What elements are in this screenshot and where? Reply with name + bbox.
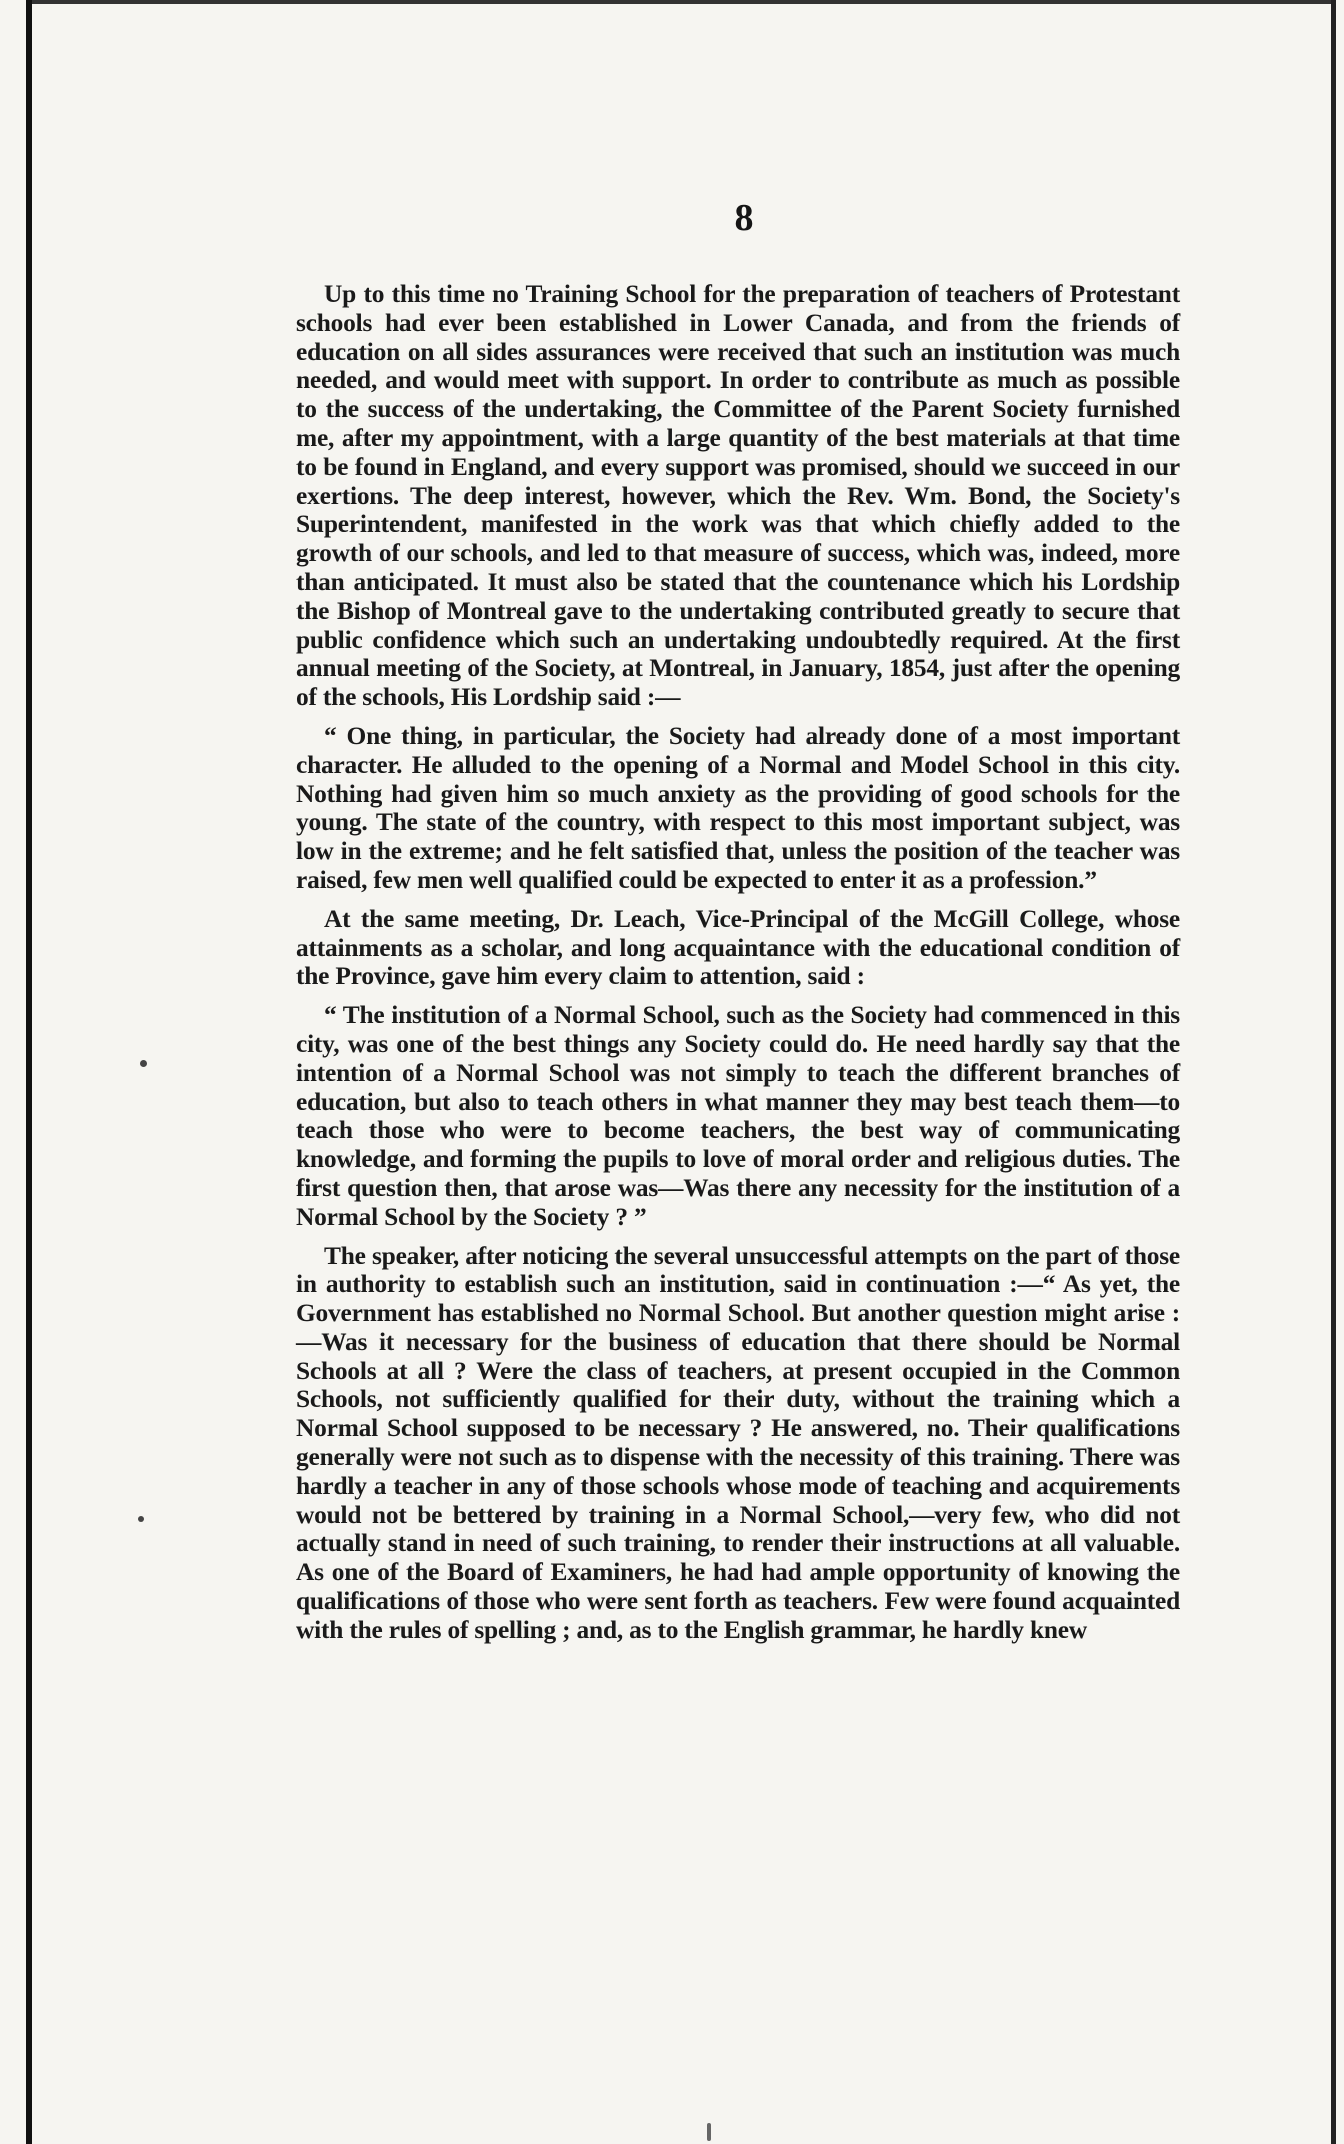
dust-speck xyxy=(140,1060,147,1067)
quotation-paragraph: “ The institution of a Normal School, such as the Society had commenced in this city, was one of the best things any Society could do. He need hardly say that the intention of a Normal School was not simply to teach the different branches of education, but also to teach others in what manner they may best teach them—to teach those who were to become teachers, the best way of communicating knowledge, and forming the pupils to love of moral order and religious duties. The first question then, that arose was—Was there any necessity for the institution of a Normal School by the Society ? ” xyxy=(296,1001,1180,1231)
page-number: 8 xyxy=(734,197,754,239)
page-edge-top xyxy=(26,0,1336,4)
dust-speck xyxy=(707,2123,711,2141)
dust-speck xyxy=(138,1516,144,1522)
quotation-paragraph: “ One thing, in particular, the Society had already done of a most important character. He alluded to the opening of a Normal and Model School in this city. Nothing had given him so much anxiety as the providing of good schools for the young. The state of the country, with respect to this most important subject, was low in the extreme; and he felt satisfied that, unless the position of the teacher was raised, few men well qualified could be expected to enter it as a profession.” xyxy=(296,721,1180,894)
paragraph: At the same meeting, Dr. Leach, Vice-Principal of the McGill College, whose attainments as a scholar, and long acquaintance with the educational condition of the Province, gave him every claim to attention, said : xyxy=(296,904,1180,991)
page-edge-right xyxy=(1331,0,1336,2144)
paragraph: The speaker, after noticing the several unsuccessful attempts on the part of those in authority to establish such an institution, said in continuation :—“ As yet, the Government has established no Normal School. But another question might arise :—Was it necessary for the business of education that there should be Normal Schools at all ? Were the class of teachers, at present occupied in the Common Schools, not sufficiently qualified for their duty, without the training which a Normal School supposed to be necessary ? He answered, no. Their qualifications generally were not such as to dispense with the necessity of this training. There was hardly a teacher in any of those schools whose mode of teaching and acquirements would not be bettered by training in a Normal School,—very few, who did not actually stand in need of such training, to render their instructions at all valuable. As one of the Board of Examiners, he had had ample opportunity of knowing the qualifications of those who were sent forth as teachers. Few were found acquainted with the rules of spelling ; and, as to the English grammar, he hardly knew xyxy=(296,1241,1180,1644)
paragraph: Up to this time no Training School for the preparation of teachers of Protestant schools had ever been established in Lower Canada, and from the friends of education on all sides assurances were received that such an institution was much needed, and would meet with support. In order to contribute as much as possible to the success of the undertaking, the Committee of the Parent Society furnished me, after my appointment, with a large quantity of the best materials at that time to be found in England, and every support was promised, should we succeed in our exertions. The deep interest, however, which the Rev. Wm. Bond, the Society's Superintendent, manifested in the work was that which chiefly added to the growth of our schools, and led to that measure of success, which was, indeed, more than anticipated. It must also be stated that the countenance which his Lordship the Bishop of Montreal gave to the undertaking contributed greatly to secure that public confidence which such an undertaking undoubtedly required. At the first annual meeting of the Society, at Montreal, in January, 1854, just after the opening of the schools, His Lordship said :— xyxy=(296,280,1180,712)
page-edge-left xyxy=(26,0,32,2144)
body-text xyxy=(296,280,1180,1645)
